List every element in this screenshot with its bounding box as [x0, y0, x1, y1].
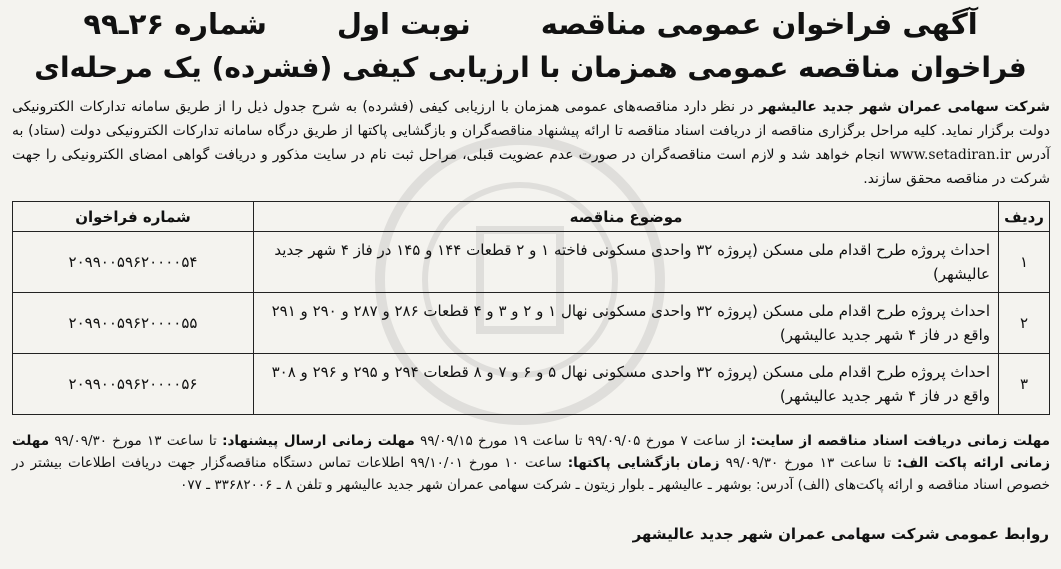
tender-subject: احداث پروژه طرح اقدام ملی مسکن (پروژه ۳۲ واحدی مسکونی نهال ۵ و ۶ و ۷ و ۸ قطعات ۲۹۴ و ۲۹۵ و ۲۹۶ و ۳۰۸ واقع در فاز ۴ شهر جدید عالیشهر) — [254, 354, 999, 415]
envelope-deadline-value: تا ساعت ۱۳ مورخ ۹۹/۰۹/۳۰ — [719, 455, 897, 471]
header-row-number: ردیف — [999, 202, 1050, 232]
row-number: ۱ — [999, 232, 1050, 293]
call-number: ۲۰۹۹۰۰۵۹۶۲۰۰۰۰۵۴ — [13, 232, 254, 293]
intro-paragraph — [12, 95, 1050, 191]
tender-subject: احداث پروژه طرح اقدام ملی مسکن (پروژه ۳۲ واحدی مسکونی فاخته ۱ و ۲ قطعات ۱۴۴ و ۱۴۵ در فاز ۴ شهر جدید عالیشهر) — [254, 232, 999, 293]
intro-company: شرکت سهامی عمران شهر جدید عالیشهر — [758, 99, 1051, 115]
tender-subject: احداث پروژه طرح اقدام ملی مسکن (پروژه ۳۲ واحدی مسکونی نهال ۱ و ۲ و ۳ و ۴ قطعات ۲۸۶ و ۲۸۷ و ۲۹۰ و ۲۹۱ واقع در فاز ۴ شهر جدید عالیشهر) — [254, 293, 999, 354]
header-call-number: شماره فراخوان — [13, 202, 254, 232]
tenders-table-header — [13, 202, 1050, 232]
table-row — [13, 232, 1050, 293]
table-row — [13, 293, 1050, 354]
row-number: ۳ — [999, 354, 1050, 415]
opening-time-label: زمان بازگشایی پاکتها: — [567, 455, 720, 471]
announcement-number: شماره ۲۶ـ۹۹ — [83, 7, 267, 41]
setad-url-link[interactable]: www.setadiran.ir — [889, 147, 1011, 163]
table-row — [13, 354, 1050, 415]
doc-deadline-value: از ساعت ۷ مورخ ۹۹/۰۹/۰۵ تا ساعت ۱۹ مورخ ۹۹/۰۹/۱۵ — [414, 433, 751, 449]
announcement-title-line — [0, 6, 1061, 42]
tenders-table — [12, 201, 1050, 415]
intro-text-2: انجام خواهد شد و لازم است مناقصه‌گران در صورت عدم عضویت قبلی، مراحل ثبت نام در سایت مذکور و دریافت گواهی امضای الکترونیکی را جهت شرکت در مناقصه محقق سازند. — [12, 147, 1050, 187]
submit-deadline-label: مهلت زمانی ارسال پیشنهاد: — [222, 433, 415, 449]
envelope-deadline-label: مهلت زمانی ارائه پاکت الف: — [12, 433, 1051, 471]
call-number: ۲۰۹۹۰۰۵۹۶۲۰۰۰۰۵۶ — [13, 354, 254, 415]
doc-deadline-label: مهلت زمانی دریافت اسناد مناقصه از سایت: — [750, 433, 1051, 449]
announcement-title: آگهی فراخوان عمومی مناقصه — [540, 7, 978, 41]
row-number: ۲ — [999, 293, 1050, 354]
announcement-round: نوبت اول — [336, 7, 471, 41]
intro-text-1: در نظر دارد مناقصه‌های عمومی همزمان با ارزیابی کیفی (فشرده) به شرح جدول ذیل را از طریق سامانه تدارکات الکترونیکی دولت برگزار نماید. کلیه مراحل برگزاری مناقصه از دریافت اسناد مناقصه تا ارائه پیشنهاد مناقصه‌گران و بازگشایی پاکتها از طریق درگاه سامانه تدارکات الکترونیکی دولت (ستاد) به آدرس — [12, 99, 1050, 163]
submit-deadline-value: تا ساعت ۱۳ مورخ ۹۹/۰۹/۳۰ — [49, 433, 223, 449]
public-relations-signature: روابط عمومی شرکت سهامی عمران شهر جدید عالیشهر — [632, 525, 1049, 543]
deadlines-paragraph — [12, 430, 1050, 496]
announcement-subtitle: فراخوان مناقصه عمومی همزمان با ارزیابی کیفی (فشرده) یک مرحله‌ای — [34, 51, 1027, 84]
header-subject: موضوع مناقصه — [254, 202, 999, 232]
opening-time-and-contact: ساعت ۱۰ مورخ ۹۹/۱۰/۰۱ اطلاعات تماس دستگاه مناقصه‌گزار جهت دریافت اطلاعات بیشتر در خصوص اسناد مناقصه و ارائه پاکت‌های (الف) آدرس: بوشهر ـ عالیشهر ـ بلوار زیتون ـ شرکت سهامی عمران شهر جدید عالیشهر و تلفن ۸ ـ ۳۳۶۸۲۰۰۶ ـ ۰۷۷ — [12, 455, 1050, 493]
call-number: ۲۰۹۹۰۰۵۹۶۲۰۰۰۰۵۵ — [13, 293, 254, 354]
